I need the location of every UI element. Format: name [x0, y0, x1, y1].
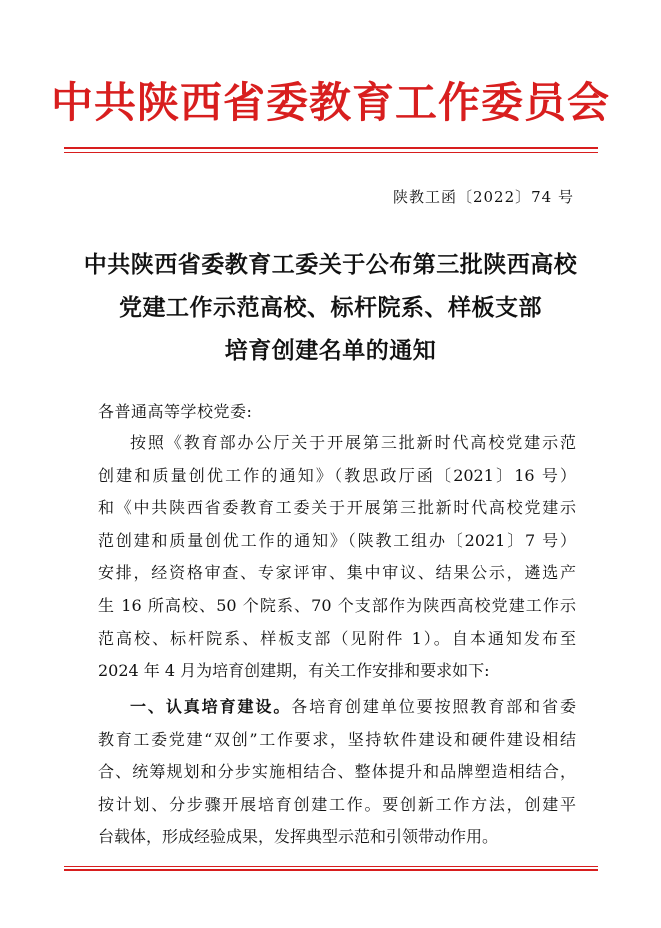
title-line: 党建工作示范高校、标杆院系、样板支部 — [119, 294, 542, 321]
paragraph-line: 生 16 所高校、50 个院系、70 个支部作为陕西高校党建工作示 — [98, 595, 576, 615]
issuing-organization-header: 中共陕西省委教育工作委员会 — [50, 78, 610, 127]
document-number: 陕教工函〔2022〕74 号 — [392, 188, 574, 206]
body-paragraph-1 — [98, 427, 576, 688]
header-divider-thin — [64, 152, 598, 153]
paragraph-line — [98, 691, 576, 724]
paragraph-line: 合、统筹规划和分步实施相结合、整体提升和品牌塑造相结合， — [98, 762, 576, 782]
paragraph-line: 安排，经资格审查、专家评审、集中审议、结果公示，遴选产 — [98, 563, 576, 583]
paragraph-line: 教育工委党建“双创”工作要求，坚持软件建设和硬件建设相结 — [98, 729, 576, 749]
title-line: 培育创建名单的通知 — [224, 337, 437, 364]
paragraph-line: 2024 年 4 月为培育创建期，有关工作安排和要求如下: — [98, 661, 490, 681]
paragraph-line: 按照《教育部办公厅关于开展第三批新时代高校党建示范 — [130, 433, 576, 452]
section-heading: 一、认真培育建设。 — [130, 697, 292, 716]
header-divider-thick — [64, 147, 598, 149]
paragraph-line: 范创建和质量创优工作的通知》（陕教工组办〔2021〕7 号） — [98, 530, 576, 550]
section-text: 各培育创建单位要按照教育部和省委 — [291, 697, 576, 716]
title-line: 中共陕西省委教育工委关于公布第三批陕西高校 — [83, 251, 578, 278]
paragraph-line: 按计划、分步骤开展培育创建工作。要创新工作方法，创建平 — [98, 794, 576, 814]
footer-divider-thin — [64, 866, 598, 867]
salutation: 各普通高等学校党委: — [98, 402, 253, 421]
paragraph-line: 台载体，形成经验成果，发挥典型示范和引领带动作用。 — [98, 827, 499, 847]
paragraph-line: 创建和质量创优工作的通知》（教思政厅函〔2021〕16 号） — [98, 465, 576, 485]
body-paragraph-2 — [98, 691, 576, 854]
document-title — [60, 243, 601, 372]
footer-divider-thick — [64, 869, 598, 871]
paragraph-line: 和《中共陕西省委教育工委关于开展第三批新时代高校党建示 — [98, 498, 576, 518]
paragraph-line: 范高校、标杆院系、样板支部（见附件 1）。自本通知发布至 — [98, 628, 576, 648]
